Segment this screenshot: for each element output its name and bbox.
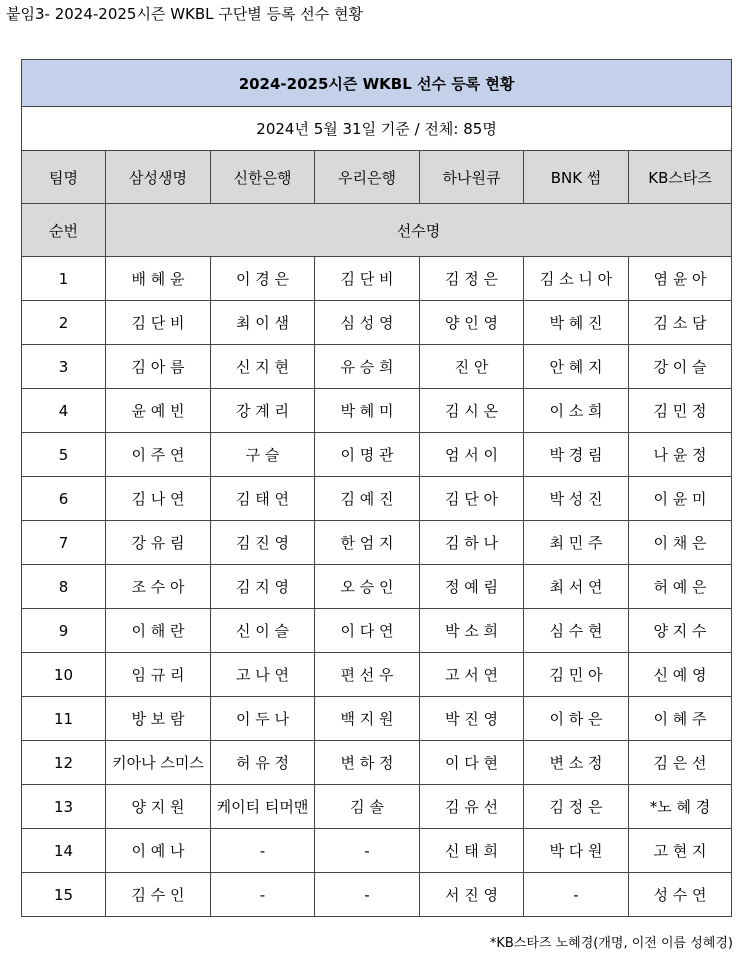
player-cell: 고 서 연 xyxy=(420,653,524,697)
player-cell: - xyxy=(315,873,420,917)
table-row xyxy=(22,653,732,697)
team-header: KB스타즈 xyxy=(629,151,732,204)
table-row xyxy=(22,829,732,873)
player-cell: - xyxy=(524,873,629,917)
row-number: 2 xyxy=(22,301,106,345)
player-cell: 김 소 니 아 xyxy=(524,257,629,301)
player-cell: 이 윤 미 xyxy=(629,477,732,521)
table-row xyxy=(22,477,732,521)
player-cell: 이 다 현 xyxy=(420,741,524,785)
table-row xyxy=(22,565,732,609)
player-cell: 조 수 아 xyxy=(106,565,211,609)
player-cell: 김 민 아 xyxy=(524,653,629,697)
table-title: 2024-2025시즌 WKBL 선수 등록 현황 xyxy=(22,60,732,107)
row-number: 12 xyxy=(22,741,106,785)
player-cell: 심 수 현 xyxy=(524,609,629,653)
player-name-header: 선수명 xyxy=(106,204,732,257)
player-cell: 이 소 희 xyxy=(524,389,629,433)
player-cell: 최 민 주 xyxy=(524,521,629,565)
player-cell: 변 하 정 xyxy=(315,741,420,785)
player-cell: 박 혜 미 xyxy=(315,389,420,433)
player-cell: 김 은 선 xyxy=(629,741,732,785)
table-row xyxy=(22,389,732,433)
player-cell: 키아나 스미스 xyxy=(106,741,211,785)
player-cell: 이 혜 주 xyxy=(629,697,732,741)
player-cell: 고 현 지 xyxy=(629,829,732,873)
player-cell: 김 태 연 xyxy=(211,477,315,521)
player-cell: 김 솔 xyxy=(315,785,420,829)
player-cell: 이 예 나 xyxy=(106,829,211,873)
player-cell: 양 지 수 xyxy=(629,609,732,653)
player-cell: 오 승 인 xyxy=(315,565,420,609)
row-number: 14 xyxy=(22,829,106,873)
player-cell: 허 예 은 xyxy=(629,565,732,609)
player-cell: 유 승 희 xyxy=(315,345,420,389)
player-cell: 양 지 원 xyxy=(106,785,211,829)
player-cell: 이 다 연 xyxy=(315,609,420,653)
player-cell: 김 지 영 xyxy=(211,565,315,609)
player-cell: 허 유 정 xyxy=(211,741,315,785)
row-number: 4 xyxy=(22,389,106,433)
player-cell: 이 채 은 xyxy=(629,521,732,565)
order-header: 순번 xyxy=(22,204,106,257)
table-row xyxy=(22,521,732,565)
player-cell: 신 태 희 xyxy=(420,829,524,873)
document-title: 붙임3- 2024-2025시즌 WKBL 구단별 등록 선수 현황 xyxy=(6,5,364,23)
player-cell: 강 계 리 xyxy=(211,389,315,433)
player-cell: - xyxy=(211,873,315,917)
player-cell: 변 소 정 xyxy=(524,741,629,785)
player-cell: 진 안 xyxy=(420,345,524,389)
row-number: 8 xyxy=(22,565,106,609)
player-cell: 양 인 영 xyxy=(420,301,524,345)
row-number: 3 xyxy=(22,345,106,389)
player-cell: 한 엄 지 xyxy=(315,521,420,565)
player-cell: 임 규 리 xyxy=(106,653,211,697)
player-cell: 김 유 선 xyxy=(420,785,524,829)
player-cell: 이 주 연 xyxy=(106,433,211,477)
player-cell: 이 경 은 xyxy=(211,257,315,301)
player-cell: 박 성 진 xyxy=(524,477,629,521)
row-number: 6 xyxy=(22,477,106,521)
player-cell: 케이티 티머맨 xyxy=(211,785,315,829)
player-cell: 김 진 영 xyxy=(211,521,315,565)
player-cell: 안 혜 지 xyxy=(524,345,629,389)
row-number: 15 xyxy=(22,873,106,917)
player-cell: - xyxy=(315,829,420,873)
player-cell: 김 정 은 xyxy=(420,257,524,301)
player-cell: 백 지 원 xyxy=(315,697,420,741)
row-number: 11 xyxy=(22,697,106,741)
table-row xyxy=(22,301,732,345)
player-cell: 고 나 연 xyxy=(211,653,315,697)
team-header-row xyxy=(22,151,732,204)
footnote: *KB스타즈 노혜경(개명, 이전 이름 성혜경) xyxy=(489,936,733,951)
table-row xyxy=(22,741,732,785)
row-number: 13 xyxy=(22,785,106,829)
player-cell: 방 보 람 xyxy=(106,697,211,741)
row-number: 1 xyxy=(22,257,106,301)
player-cell: 박 혜 진 xyxy=(524,301,629,345)
player-cell: 김 정 은 xyxy=(524,785,629,829)
team-header: 우리은행 xyxy=(315,151,420,204)
player-cell: 심 성 영 xyxy=(315,301,420,345)
player-cell: 김 단 아 xyxy=(420,477,524,521)
player-cell: 박 진 영 xyxy=(420,697,524,741)
player-cell: - xyxy=(211,829,315,873)
table-row xyxy=(22,873,732,917)
table-row xyxy=(22,257,732,301)
player-cell: 박 소 희 xyxy=(420,609,524,653)
player-cell: 이 두 나 xyxy=(211,697,315,741)
player-cell: 엄 서 이 xyxy=(420,433,524,477)
table-row xyxy=(22,433,732,477)
player-cell: 최 이 샘 xyxy=(211,301,315,345)
player-cell: 정 예 림 xyxy=(420,565,524,609)
team-header: 신한은행 xyxy=(211,151,315,204)
table-row xyxy=(22,697,732,741)
player-cell: 이 해 란 xyxy=(106,609,211,653)
player-cell: 성 수 연 xyxy=(629,873,732,917)
team-header-label: 팀명 xyxy=(22,151,106,204)
team-header: 하나원큐 xyxy=(420,151,524,204)
player-cell: *노 혜 경 xyxy=(629,785,732,829)
player-cell: 신 예 영 xyxy=(629,653,732,697)
player-cell: 이 명 관 xyxy=(315,433,420,477)
table-row xyxy=(22,609,732,653)
player-cell: 김 하 나 xyxy=(420,521,524,565)
player-cell: 배 혜 윤 xyxy=(106,257,211,301)
row-number: 7 xyxy=(22,521,106,565)
player-cell: 강 유 림 xyxy=(106,521,211,565)
player-cell: 김 나 연 xyxy=(106,477,211,521)
player-cell: 김 예 진 xyxy=(315,477,420,521)
player-cell: 이 하 은 xyxy=(524,697,629,741)
team-header: BNK 썸 xyxy=(524,151,629,204)
player-cell: 윤 예 빈 xyxy=(106,389,211,433)
table-title-row xyxy=(22,60,732,107)
player-cell: 김 민 정 xyxy=(629,389,732,433)
row-number: 10 xyxy=(22,653,106,697)
player-cell: 김 단 비 xyxy=(315,257,420,301)
player-cell: 서 진 영 xyxy=(420,873,524,917)
date-row xyxy=(22,107,732,151)
player-cell: 박 다 원 xyxy=(524,829,629,873)
player-cell: 김 수 인 xyxy=(106,873,211,917)
player-cell: 최 서 연 xyxy=(524,565,629,609)
player-cell: 나 윤 정 xyxy=(629,433,732,477)
player-cell: 김 소 담 xyxy=(629,301,732,345)
team-header: 삼성생명 xyxy=(106,151,211,204)
player-cell: 박 경 림 xyxy=(524,433,629,477)
player-cell: 신 이 슬 xyxy=(211,609,315,653)
player-cell: 구 슬 xyxy=(211,433,315,477)
table-row xyxy=(22,345,732,389)
subheader-row xyxy=(22,204,732,257)
player-cell: 염 윤 아 xyxy=(629,257,732,301)
table-row xyxy=(22,785,732,829)
player-cell: 김 아 름 xyxy=(106,345,211,389)
player-cell: 편 선 우 xyxy=(315,653,420,697)
player-cell: 김 단 비 xyxy=(106,301,211,345)
player-cell: 강 이 슬 xyxy=(629,345,732,389)
roster-table xyxy=(21,59,732,917)
player-cell: 김 시 온 xyxy=(420,389,524,433)
player-cell: 신 지 현 xyxy=(211,345,315,389)
row-number: 9 xyxy=(22,609,106,653)
row-number: 5 xyxy=(22,433,106,477)
date-line: 2024년 5월 31일 기준 / 전체: 85명 xyxy=(22,107,732,151)
